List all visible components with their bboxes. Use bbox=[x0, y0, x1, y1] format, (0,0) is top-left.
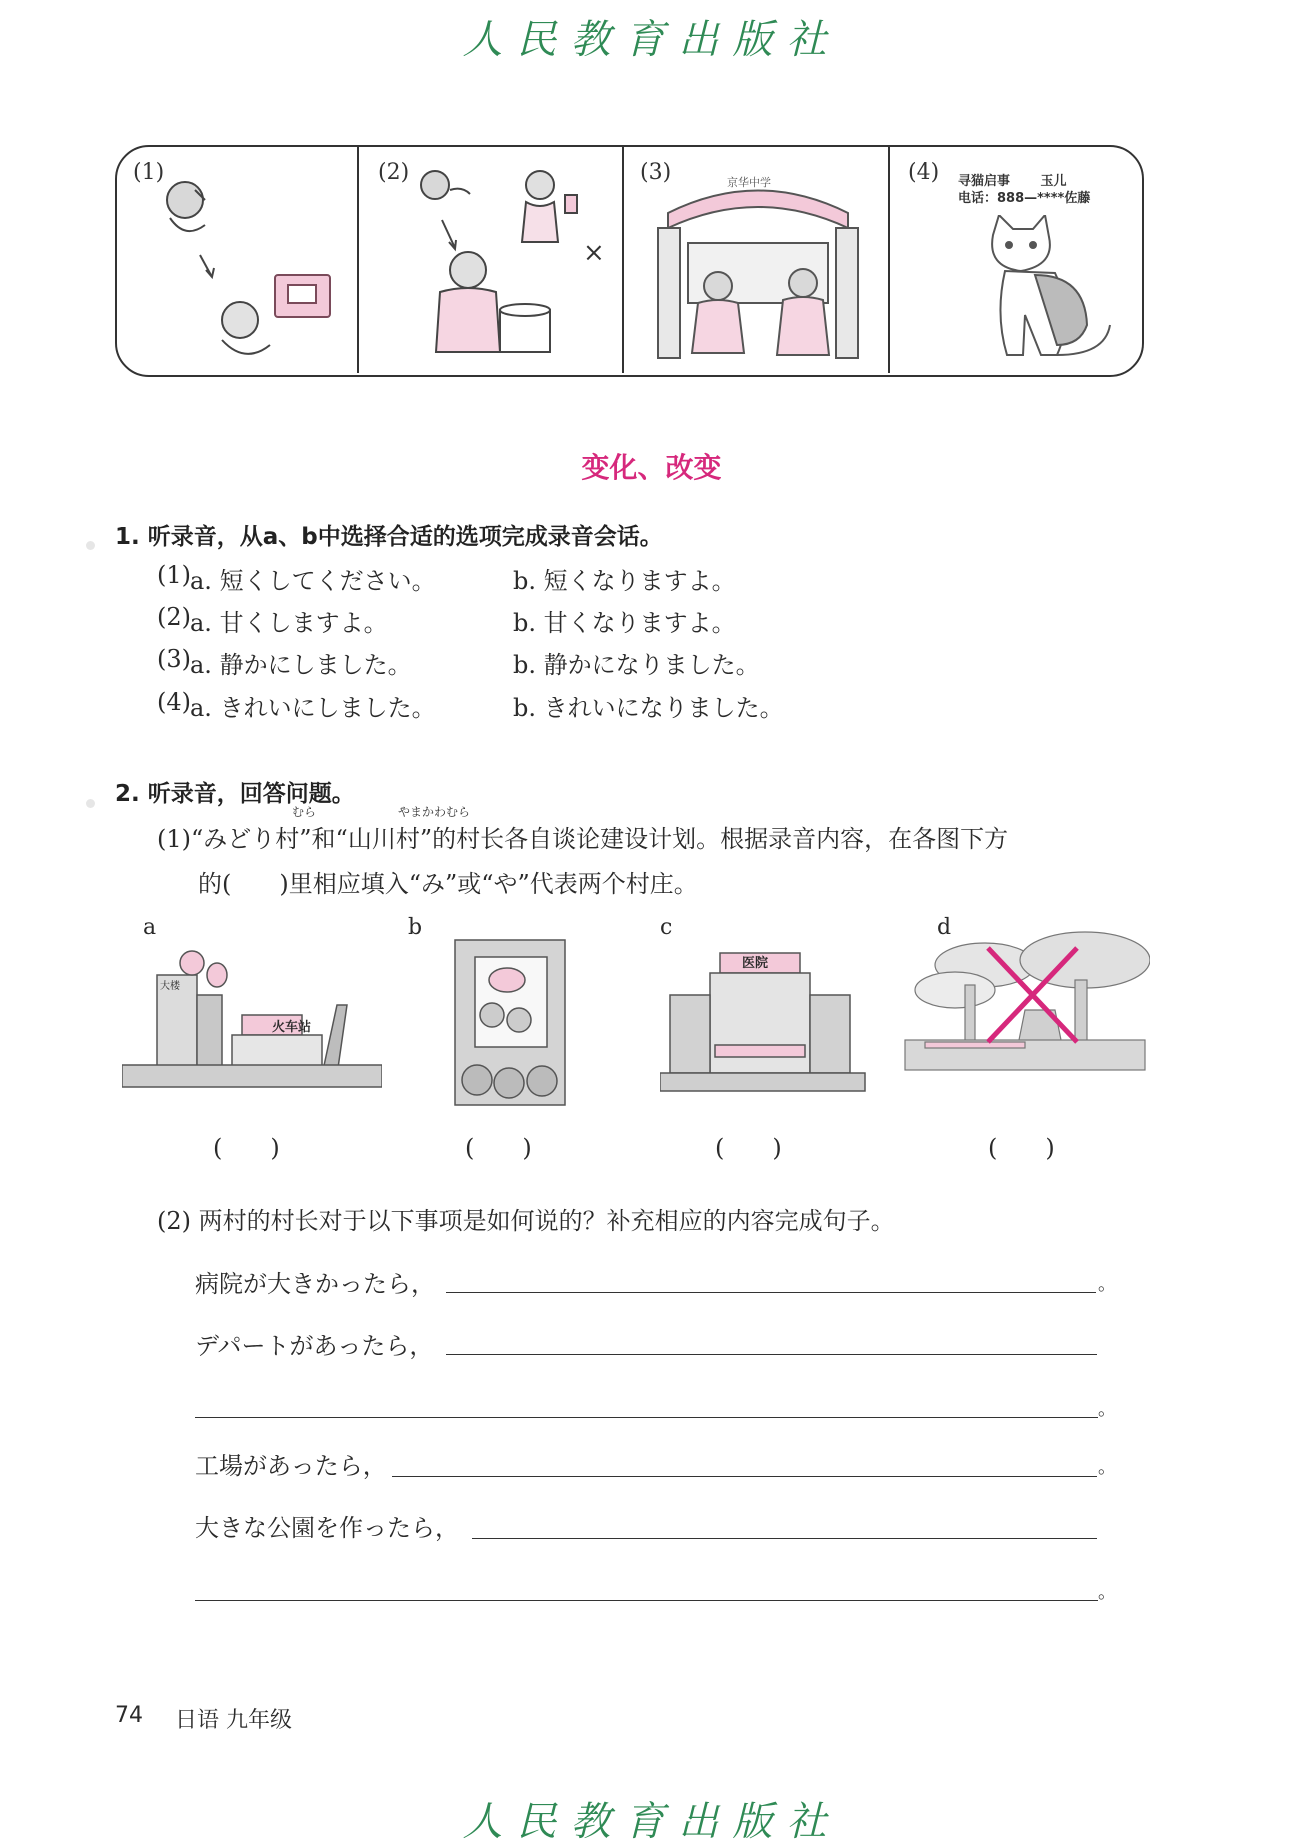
q2-sub1-line2: 的( )里相应填入“み”或“や”代表两个村庄。 bbox=[198, 870, 698, 898]
notice-phone: 电话：888—****佐藤 bbox=[958, 191, 1091, 206]
q1-title: 1. 听录音，从a、b中选择合适的选项完成录音会话。 bbox=[115, 524, 663, 550]
sentence-hospital: 病院が大きかったら， bbox=[195, 1270, 435, 1298]
q2-sub1-part1: “みどり bbox=[191, 825, 276, 853]
answer-paren-c[interactable]: ( ) bbox=[715, 1134, 782, 1162]
cat-illustration bbox=[975, 215, 1125, 365]
q2-sub1-num: (1) bbox=[157, 825, 191, 853]
q1-item-4-a: a. きれいにしました。 bbox=[190, 694, 436, 722]
sentence-end: 。 bbox=[1098, 1274, 1116, 1295]
book-title: 日语 九年级 bbox=[175, 1708, 292, 1733]
q1-item-1-num: (1) bbox=[157, 561, 191, 589]
answer-line[interactable] bbox=[392, 1476, 1097, 1477]
answer-line[interactable] bbox=[195, 1417, 1098, 1418]
answer-line[interactable] bbox=[472, 1538, 1097, 1539]
q1-item-4-b: b. きれいになりました。 bbox=[513, 694, 784, 722]
tasting-illustration bbox=[150, 170, 350, 370]
q1-item-3-b: b. 静かになりました。 bbox=[513, 651, 760, 679]
village-midori: 村 bbox=[275, 825, 300, 853]
q2-sub1-part3: ”的村长各自谈论建设计划。根据录音内容，在各图下方 bbox=[419, 825, 1009, 853]
picture-label-a: a bbox=[143, 915, 157, 940]
answer-line[interactable] bbox=[195, 1600, 1098, 1601]
answer-paren-a[interactable]: ( ) bbox=[213, 1134, 280, 1162]
bullet-dot bbox=[86, 541, 95, 550]
q1-item-3-a: a. 静かにしました。 bbox=[190, 651, 412, 679]
sentence-end: 。 bbox=[1098, 1457, 1116, 1478]
q2-sub2-text: 两村的村长对于以下事项是如何说的？补充相应的内容完成句子。 bbox=[198, 1207, 895, 1235]
park-illustration bbox=[447, 935, 572, 1110]
drinking-illustration bbox=[400, 170, 615, 370]
panel-label-3: (3) bbox=[640, 160, 672, 185]
bullet-dot bbox=[86, 799, 95, 808]
picture-label-b: b bbox=[408, 915, 423, 940]
picture-label-c: c bbox=[660, 915, 673, 940]
q2-title: 2. 听录音，回答问题。 bbox=[115, 781, 355, 807]
notice-title-left: 寻猫启事 bbox=[958, 174, 1011, 189]
q1-item-3-num: (3) bbox=[157, 645, 191, 673]
q1-item-2-b: b. 甘くなりますよ。 bbox=[513, 609, 736, 637]
sentence-park: 大きな公園を作ったら， bbox=[195, 1514, 459, 1542]
sentence-end: 。 bbox=[1098, 1399, 1116, 1420]
panel-label-2: (2) bbox=[378, 160, 410, 185]
q2-sub1-part2: ”和“ bbox=[299, 825, 348, 853]
hospital-sign: 医院 bbox=[742, 956, 769, 971]
cross-mark: × bbox=[583, 238, 605, 268]
answer-line[interactable] bbox=[446, 1292, 1096, 1293]
q2-sub1-line1 bbox=[157, 819, 1008, 854]
q1-item-1-a: a. 短くしてください。 bbox=[190, 567, 436, 595]
answer-paren-d[interactable]: ( ) bbox=[988, 1134, 1055, 1162]
panel-divider bbox=[888, 147, 890, 373]
q2-sub2 bbox=[157, 1201, 895, 1236]
q1-item-2-num: (2) bbox=[157, 603, 191, 631]
answer-line[interactable] bbox=[446, 1354, 1097, 1355]
q2-sub2-num: (2) bbox=[157, 1207, 191, 1235]
panel-divider bbox=[622, 147, 624, 373]
publisher-logo-bottom: 人民教育出版社 bbox=[462, 1799, 841, 1845]
factory-illustration bbox=[895, 930, 1150, 1090]
picture-label-d: d bbox=[937, 915, 952, 940]
gate-sign: 京华中学 bbox=[727, 176, 771, 189]
ruby-mura: むら bbox=[292, 805, 317, 819]
sentence-end: 。 bbox=[1098, 1582, 1116, 1603]
panel-label-4: (4) bbox=[908, 160, 940, 185]
school-gate-illustration bbox=[648, 168, 873, 368]
publisher-logo: 人民教育出版社 bbox=[462, 17, 841, 63]
page-number: 74 bbox=[115, 1703, 143, 1728]
q1-item-1-b: b. 短くなりますよ。 bbox=[513, 567, 736, 595]
answer-paren-b[interactable]: ( ) bbox=[465, 1134, 532, 1162]
ruby-yamakawamura: やまかわむら bbox=[398, 805, 471, 819]
panel-label-1: (1) bbox=[133, 160, 165, 185]
section-title: 变化、改变 bbox=[581, 451, 722, 484]
notice-title-right: 玉儿 bbox=[1040, 174, 1067, 189]
q1-item-4-num: (4) bbox=[157, 688, 191, 716]
village-yamakawa: 山川村 bbox=[347, 825, 420, 853]
station-city-illustration bbox=[122, 945, 382, 1095]
panel-divider bbox=[357, 147, 359, 373]
sentence-factory: 工場があったら， bbox=[195, 1452, 387, 1480]
q1-item-2-a: a. 甘くしますよ。 bbox=[190, 609, 388, 637]
station-sign: 火车站 bbox=[272, 1020, 312, 1035]
sentence-department: デパートがあったら， bbox=[195, 1332, 434, 1360]
building-sign: 大楼 bbox=[160, 981, 180, 992]
